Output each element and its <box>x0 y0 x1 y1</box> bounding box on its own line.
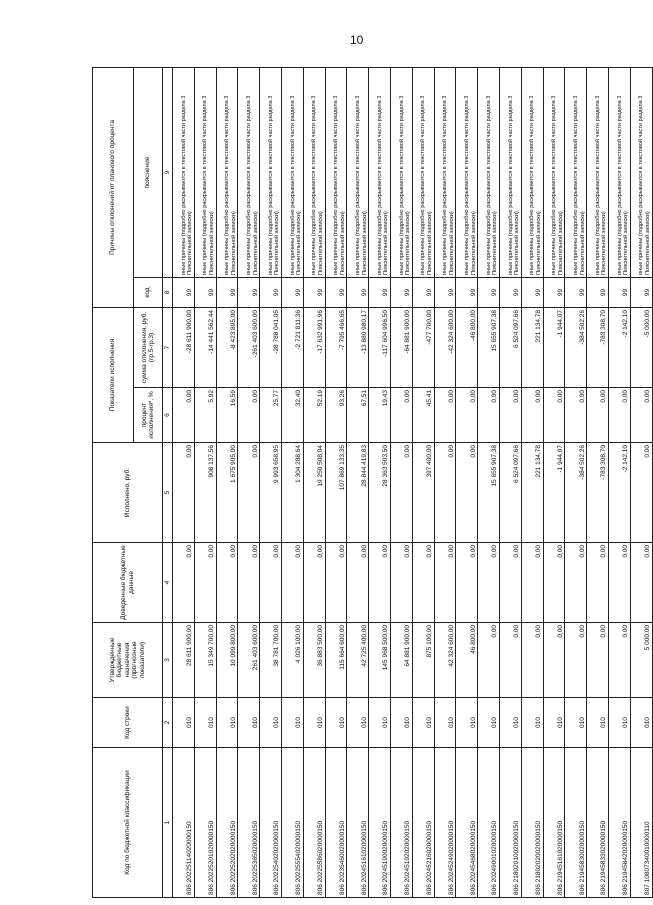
cell-executed: 28 363 503,50 <box>369 443 391 543</box>
table-row <box>521 67 543 897</box>
table-row <box>194 67 216 897</box>
cell-approved: 0,00 <box>565 623 587 698</box>
table-row <box>303 67 325 897</box>
cell-explanation: иные причины (подробно раскрываются в текстовой части раздела 3 Пояснительной записки) <box>238 67 260 277</box>
cell-explanation: иные причины (подробно раскрываются в текстовой части раздела 3 Пояснительной записки) <box>630 67 652 277</box>
cell-approved: 0,00 <box>478 623 500 698</box>
table-row <box>543 67 565 897</box>
cell-reason-code: 99 <box>260 277 282 307</box>
cell-percent: 0,00 <box>238 388 260 443</box>
cell-limits: 0,00 <box>608 543 630 623</box>
cell-deviation: -117 604 996,50 <box>369 307 391 387</box>
cell-percent: 32,40 <box>281 388 303 443</box>
table-row <box>412 67 434 897</box>
cell-executed: 15 655 907,38 <box>478 443 500 543</box>
cell-executed: 9 993 658,95 <box>260 443 282 543</box>
cell-explanation: иные причины (подробно раскрываются в текстовой части раздела 3 Пояснительной записки) <box>260 67 282 277</box>
rotated-table-container <box>92 68 652 898</box>
cell-deviation: -14 441 562,44 <box>194 307 216 387</box>
cell-approved: 0,00 <box>587 623 609 698</box>
cell-line-code: 010 <box>369 698 391 748</box>
cell-deviation: 15 655 907,38 <box>478 307 500 387</box>
table-row <box>587 67 609 897</box>
cell-reason-code: 99 <box>194 277 216 307</box>
cell-executed: 0,00 <box>238 443 260 543</box>
cell-line-code: 010 <box>194 698 216 748</box>
cell-approved: 875 100,00 <box>412 623 434 698</box>
cell-approved: 261 403 600,00 <box>238 623 260 698</box>
cell-line-code: 010 <box>347 698 369 748</box>
cell-executed: 397 400,00 <box>412 443 434 543</box>
cell-executed: 28 844 419,83 <box>347 443 369 543</box>
cell-line-code: 010 <box>499 698 521 748</box>
cell-percent: 0,00 <box>434 388 456 443</box>
cell-budget-code: 806 20249001020000150 <box>478 748 500 898</box>
cell-reason-code: 99 <box>390 277 412 307</box>
cell-deviation: -17 632 991,96 <box>303 307 325 387</box>
cell-reason-code: 99 <box>521 277 543 307</box>
cell-line-code: 010 <box>260 698 282 748</box>
table-row <box>369 67 391 897</box>
cell-budget-code: 806 20235460020000150 <box>325 748 347 898</box>
cell-explanation: иные причины (подробно раскрываются в текстовой части раздела 3 Пояснительной записки) <box>587 67 609 277</box>
cell-limits: 0,00 <box>521 543 543 623</box>
cell-percent: 25,77 <box>260 388 282 443</box>
cell-budget-code: 806 20225402020000150 <box>260 748 282 898</box>
cell-limits: 0,00 <box>173 543 195 623</box>
col-number: 6 <box>163 388 173 443</box>
cell-explanation: иные причины (подробно раскрываются в текстовой части раздела 3 Пояснительной записки) <box>499 67 521 277</box>
cell-explanation: иные причины (подробно раскрываются в текстовой части раздела 3 Пояснительной записки) <box>369 67 391 277</box>
col-number: 7 <box>163 307 173 387</box>
cell-line-code: 010 <box>587 698 609 748</box>
cell-budget-code: 806 21802010020000150 <box>499 748 521 898</box>
cell-executed: 19 250 508,04 <box>303 443 325 543</box>
cell-explanation: иные причины (подробно раскрываются в текстовой части раздела 3 Пояснительной записки) <box>521 67 543 277</box>
cell-line-code: 010 <box>173 698 195 748</box>
header-deviation-sum: сумма отклонения, руб. (гр.5-гр.3) <box>134 307 163 387</box>
cell-budget-code: 806 20225586020000150 <box>303 748 325 898</box>
cell-explanation: иные причины (подробно раскрываются в текстовой части раздела 3 Пояснительной записки) <box>565 67 587 277</box>
table-row <box>260 67 282 897</box>
cell-reason-code: 99 <box>434 277 456 307</box>
cell-limits: 0,00 <box>456 543 478 623</box>
table-row <box>281 67 303 897</box>
header-line-code: Код строки <box>93 698 163 748</box>
cell-reason-code: 99 <box>238 277 260 307</box>
cell-explanation: иные причины (подробно раскрываются в текстовой части раздела 3 Пояснительной записки) <box>412 67 434 277</box>
cell-limits: 0,00 <box>325 543 347 623</box>
cell-approved: 38 781 700,00 <box>260 623 282 698</box>
cell-limits: 0,00 <box>238 543 260 623</box>
cell-line-code: 010 <box>238 698 260 748</box>
cell-approved: 36 883 500,00 <box>303 623 325 698</box>
cell-percent: 0,00 <box>499 388 521 443</box>
cell-line-code: 010 <box>412 698 434 748</box>
cell-executed: 0,00 <box>456 443 478 543</box>
cell-limits: 0,00 <box>260 543 282 623</box>
cell-line-code: 010 <box>543 698 565 748</box>
cell-executed: -1 944,07 <box>543 443 565 543</box>
cell-approved: 0,00 <box>608 623 630 698</box>
cell-limits: 0,00 <box>543 543 565 623</box>
cell-executed: -783 308,70 <box>587 443 609 543</box>
cell-explanation: иные причины (подробно раскрываются в текстовой части раздела 3 Пояснительной записки) <box>543 67 565 277</box>
cell-line-code: 010 <box>216 698 238 748</box>
cell-percent: 52,19 <box>303 388 325 443</box>
cell-deviation: -2 721 811,36 <box>281 307 303 387</box>
cell-percent: 0,00 <box>521 388 543 443</box>
col-number: 1 <box>163 748 173 898</box>
cell-deviation: -5 000,00 <box>630 307 652 387</box>
cell-reason-code: 99 <box>565 277 587 307</box>
cell-budget-code: 806 20245468020000150 <box>456 748 478 898</box>
cell-reason-code: 99 <box>587 277 609 307</box>
cell-reason-code: 99 <box>347 277 369 307</box>
cell-percent: 0,00 <box>478 388 500 443</box>
table-row <box>390 67 412 897</box>
column-number-row <box>163 67 173 897</box>
cell-limits: 0,00 <box>194 543 216 623</box>
cell-percent: 0,00 <box>173 388 195 443</box>
cell-percent: 0,00 <box>630 388 652 443</box>
table-row <box>478 67 500 897</box>
cell-line-code: 010 <box>281 698 303 748</box>
cell-line-code: 010 <box>608 698 630 748</box>
cell-percent: 45,41 <box>412 388 434 443</box>
cell-budget-code: 806 20245190020000150 <box>369 748 391 898</box>
cell-budget-code: 806 21945830020000150 <box>565 748 587 898</box>
cell-percent: 0,00 <box>587 388 609 443</box>
cell-explanation: иные причины (подробно раскрываются в текстовой части раздела 3 Пояснительной записки) <box>456 67 478 277</box>
cell-percent: 0,00 <box>390 388 412 443</box>
table-body <box>173 67 653 897</box>
cell-percent: 0,00 <box>456 388 478 443</box>
cell-limits: 0,00 <box>499 543 521 623</box>
table-row <box>499 67 521 897</box>
cell-limits: 0,00 <box>478 543 500 623</box>
cell-approved: 10 099 800,00 <box>216 623 238 698</box>
cell-percent: 5,92 <box>194 388 216 443</box>
col-number: 2 <box>163 698 173 748</box>
cell-budget-code: 806 20225365020000150 <box>238 748 260 898</box>
cell-deviation: -783 308,70 <box>587 307 609 387</box>
cell-budget-code: 806 21945833020000150 <box>587 748 609 898</box>
col-number: 9 <box>163 67 173 277</box>
cell-executed: 0,00 <box>173 443 195 543</box>
cell-budget-code: 806 20225114020000150 <box>173 748 195 898</box>
col-number: 3 <box>163 623 173 698</box>
cell-reason-code: 99 <box>608 277 630 307</box>
table-row <box>608 67 630 897</box>
cell-deviation: 6 524 097,66 <box>499 307 521 387</box>
cell-executed: 1 304 288,64 <box>281 443 303 543</box>
table-row <box>456 67 478 897</box>
cell-budget-code: 806 20245216020000150 <box>412 748 434 898</box>
cell-limits: 0,00 <box>390 543 412 623</box>
cell-approved: 64 881 900,00 <box>390 623 412 698</box>
table-row <box>238 67 260 897</box>
cell-line-code: 010 <box>325 698 347 748</box>
cell-budget-code: 807 10807340010000110 <box>630 748 652 898</box>
cell-line-code: 010 <box>565 698 587 748</box>
header-approved: Утвержденные бюджетные назначения (прогнозные показатели) <box>93 623 163 698</box>
cell-explanation: иные причины (подробно раскрываются в текстовой части раздела 3 Пояснительной записки) <box>216 67 238 277</box>
table-row <box>630 67 652 897</box>
cell-reason-code: 99 <box>303 277 325 307</box>
cell-approved: 145 968 500,00 <box>369 623 391 698</box>
cell-deviation: -46 800,00 <box>456 307 478 387</box>
cell-percent: 0,00 <box>608 388 630 443</box>
cell-deviation: -384 502,26 <box>565 307 587 387</box>
cell-reason-code: 99 <box>499 277 521 307</box>
cell-reason-code: 99 <box>543 277 565 307</box>
cell-executed: 908 137,56 <box>194 443 216 543</box>
cell-reason-code: 99 <box>325 277 347 307</box>
cell-budget-code: 806 20225202020000150 <box>216 748 238 898</box>
cell-approved: 42 324 600,00 <box>434 623 456 698</box>
cell-explanation: иные причины (подробно раскрываются в текстовой части раздела 3 Пояснительной записки) <box>347 67 369 277</box>
cell-explanation: иные причины (подробно раскрываются в текстовой части раздела 3 Пояснительной записки) <box>173 67 195 277</box>
cell-limits: 0,00 <box>565 543 587 623</box>
cell-explanation: иные причины (подробно раскрываются в текстовой части раздела 3 Пояснительной записки) <box>303 67 325 277</box>
cell-percent: 16,59 <box>216 388 238 443</box>
cell-reason-code: 99 <box>478 277 500 307</box>
cell-budget-code: 806 21802020020000150 <box>521 748 543 898</box>
cell-limits: 0,00 <box>303 543 325 623</box>
table-row <box>434 67 456 897</box>
cell-budget-code: 806 20245249020000150 <box>434 748 456 898</box>
cell-executed: -2 142,10 <box>608 443 630 543</box>
cell-deviation: -8 423 895,00 <box>216 307 238 387</box>
header-reasons: Причины отклонений от планового процента <box>93 67 134 307</box>
cell-percent: 0,00 <box>543 388 565 443</box>
cell-executed: 0,00 <box>434 443 456 543</box>
report-table <box>92 67 653 898</box>
cell-reason-code: 99 <box>281 277 303 307</box>
cell-reason-code: 99 <box>369 277 391 307</box>
header-performance: Показатели исполнения <box>93 307 134 442</box>
cell-limits: 0,00 <box>630 543 652 623</box>
cell-limits: 0,00 <box>587 543 609 623</box>
cell-explanation: иные причины (подробно раскрываются в текстовой части раздела 3 Пояснительной записки) <box>194 67 216 277</box>
cell-executed: 6 524 097,66 <box>499 443 521 543</box>
cell-budget-code: 806 20225201020000150 <box>194 748 216 898</box>
cell-explanation: иные причины (подробно раскрываются в текстовой части раздела 3 Пояснительной записки) <box>478 67 500 277</box>
cell-executed: 221 134,78 <box>521 443 543 543</box>
header-limits: Доведенные бюджетные данные <box>93 543 163 623</box>
cell-line-code: 010 <box>303 698 325 748</box>
cell-budget-code: 806 20245192020000150 <box>390 748 412 898</box>
cell-limits: 0,00 <box>216 543 238 623</box>
cell-approved: 0,00 <box>499 623 521 698</box>
cell-line-code: 010 <box>521 698 543 748</box>
header-executed: Исполнено, руб. <box>93 443 163 543</box>
cell-budget-code: 806 20225554020000150 <box>281 748 303 898</box>
cell-explanation: иные причины (подробно раскрываются в текстовой части раздела 3 Пояснительной записки) <box>608 67 630 277</box>
cell-approved: 0,00 <box>521 623 543 698</box>
col-number: 8 <box>163 277 173 307</box>
col-number: 4 <box>163 543 173 623</box>
cell-deviation: -2 142,10 <box>608 307 630 387</box>
cell-deviation: -64 881 900,00 <box>390 307 412 387</box>
cell-executed: 1 675 905,00 <box>216 443 238 543</box>
cell-limits: 0,00 <box>347 543 369 623</box>
cell-explanation: иные причины (подробно раскрываются в текстовой части раздела 3 Пояснительной записки) <box>281 67 303 277</box>
page-number: 10 <box>350 33 364 47</box>
cell-approved: 0,00 <box>543 623 565 698</box>
cell-limits: 0,00 <box>434 543 456 623</box>
cell-limits: 0,00 <box>281 543 303 623</box>
table-row <box>173 67 195 897</box>
cell-deviation: -28 611 900,00 <box>173 307 195 387</box>
col-number: 5 <box>163 443 173 543</box>
cell-approved: 5 000,00 <box>630 623 652 698</box>
cell-executed: -384 502,26 <box>565 443 587 543</box>
cell-deviation: -13 880 980,17 <box>347 307 369 387</box>
cell-reason-code: 99 <box>456 277 478 307</box>
cell-reason-code: 99 <box>173 277 195 307</box>
cell-explanation: иные причины (подробно раскрываются в текстовой части раздела 3 Пояснительной записки) <box>325 67 347 277</box>
table-row <box>325 67 347 897</box>
rotated-table-area <box>92 68 652 898</box>
table-row <box>565 67 587 897</box>
cell-budget-code: 806 21945842020000150 <box>608 748 630 898</box>
cell-line-code: 010 <box>630 698 652 748</box>
cell-line-code: 010 <box>456 698 478 748</box>
cell-budget-code: 806 20245161020000150 <box>347 748 369 898</box>
cell-reason-code: 99 <box>216 277 238 307</box>
cell-reason-code: 99 <box>630 277 652 307</box>
cell-approved: 28 611 900,00 <box>173 623 195 698</box>
cell-executed: 107 869 133,35 <box>325 443 347 543</box>
cell-approved: 42 725 400,00 <box>347 623 369 698</box>
header-percent: процент исполнения*, % <box>134 388 163 443</box>
cell-line-code: 010 <box>434 698 456 748</box>
cell-approved: 4 026 100,00 <box>281 623 303 698</box>
cell-deviation: -42 324 600,00 <box>434 307 456 387</box>
cell-deviation: -28 788 041,05 <box>260 307 282 387</box>
cell-deviation: 221 134,78 <box>521 307 543 387</box>
header-row-1 <box>93 67 134 897</box>
header-reason-code: код <box>134 277 163 307</box>
cell-deviation: -1 944,07 <box>543 307 565 387</box>
cell-line-code: 010 <box>390 698 412 748</box>
cell-limits: 0,00 <box>412 543 434 623</box>
cell-budget-code: 806 21945161020000150 <box>543 748 565 898</box>
cell-percent: 19,43 <box>369 388 391 443</box>
cell-percent: 0,00 <box>565 388 587 443</box>
table-row <box>216 67 238 897</box>
cell-percent: 67,51 <box>347 388 369 443</box>
cell-reason-code: 99 <box>412 277 434 307</box>
cell-explanation: иные причины (подробно раскрываются в текстовой части раздела 3 Пояснительной записки) <box>434 67 456 277</box>
cell-executed: 0,00 <box>630 443 652 543</box>
cell-approved: 115 664 600,00 <box>325 623 347 698</box>
cell-approved: 15 349 700,00 <box>194 623 216 698</box>
cell-limits: 0,00 <box>369 543 391 623</box>
cell-executed: 0,00 <box>390 443 412 543</box>
cell-deviation: -261 403 600,00 <box>238 307 260 387</box>
cell-deviation: -477 700,00 <box>412 307 434 387</box>
cell-explanation: иные причины (подробно раскрываются в текстовой части раздела 3 Пояснительной записки) <box>390 67 412 277</box>
cell-deviation: -7 795 466,65 <box>325 307 347 387</box>
header-explanation: пояснение <box>134 67 163 277</box>
cell-approved: 46 800,00 <box>456 623 478 698</box>
cell-line-code: 010 <box>478 698 500 748</box>
cell-percent: 93,26 <box>325 388 347 443</box>
table-row <box>347 67 369 897</box>
header-budget-code: Код по бюджетной классификации <box>93 748 163 898</box>
